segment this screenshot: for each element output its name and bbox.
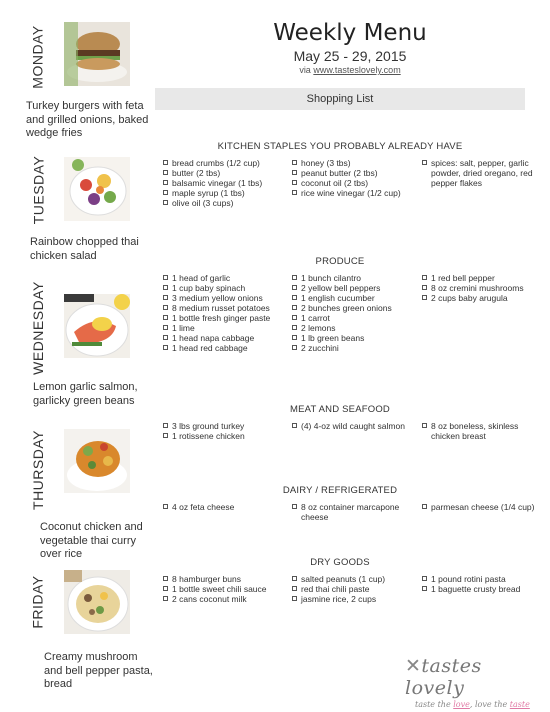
list-item[interactable]: 1 bottle sweet chili sauce	[163, 584, 288, 594]
page-title: Weekly Menu	[273, 20, 427, 46]
checkbox[interactable]	[422, 275, 427, 280]
shopping-list-header: Shopping List	[155, 88, 525, 110]
checkbox[interactable]	[292, 423, 297, 428]
pasta-photo	[64, 570, 130, 634]
list-item[interactable]: coconut oil (2 tbs)	[292, 178, 417, 188]
logo-wordmark: ✕tastes lovely	[405, 655, 482, 699]
meal-monday: Turkey burgers with feta and grilled onions, baked wedge fries	[26, 100, 149, 139]
section-heading-kitchen-staples: KITCHEN STAPLES YOU PROBABLY ALREADY HAVE	[217, 141, 463, 152]
list-item[interactable]: 1 red bell pepper	[422, 273, 537, 283]
checkbox[interactable]	[292, 596, 297, 601]
checkbox[interactable]	[292, 295, 297, 300]
checkbox[interactable]	[163, 586, 168, 591]
list-item[interactable]: 8 oz boneless, skinless chicken breast	[422, 421, 537, 441]
checkbox[interactable]	[163, 345, 168, 350]
date-range: May 25 - 29, 2015	[293, 48, 407, 64]
list-item[interactable]: 1 lb green beans	[292, 333, 417, 343]
checkbox[interactable]	[292, 504, 297, 509]
checkbox[interactable]	[292, 315, 297, 320]
list-item[interactable]: salted peanuts (1 cup)	[292, 574, 417, 584]
checkbox[interactable]	[422, 160, 427, 165]
checkbox[interactable]	[292, 285, 297, 290]
checkbox[interactable]	[163, 596, 168, 601]
checkbox[interactable]	[163, 180, 168, 185]
list-item[interactable]: 1 english cucumber	[292, 293, 417, 303]
list-item[interactable]: 4 oz feta cheese	[163, 502, 288, 512]
list-item[interactable]: jasmine rice, 2 cups	[292, 594, 417, 604]
checkbox[interactable]	[163, 315, 168, 320]
list-item[interactable]: peanut butter (2 tbs)	[292, 168, 417, 178]
source-link[interactable]: www.tasteslovely.com	[313, 65, 401, 75]
list-item[interactable]: red thai chili paste	[292, 584, 417, 594]
list-item[interactable]: 2 zucchini	[292, 343, 417, 353]
list-item[interactable]: spices: salt, pepper, garlic powder, dried oregano, red pepper flakes	[422, 158, 537, 188]
day-label-wednesday: WEDNESDAY	[30, 280, 47, 375]
section-heading-dry-goods: DRY GOODS	[310, 557, 370, 568]
list-item[interactable]: balsamic vinegar (1 tbs)	[163, 178, 288, 188]
day-label-thursday: THURSDAY	[30, 430, 46, 510]
checkbox[interactable]	[163, 275, 168, 280]
list-item[interactable]: 1 head of garlic	[163, 273, 288, 283]
list-item[interactable]: butter (2 tbs)	[163, 168, 288, 178]
checkbox[interactable]	[292, 325, 297, 330]
checkbox[interactable]	[292, 275, 297, 280]
curry-photo	[64, 429, 130, 493]
dry-goods-column-2	[292, 574, 417, 604]
section-heading-meat-and-seafood: MEAT AND SEAFOOD	[290, 404, 390, 415]
list-item[interactable]: rice wine vinegar (1/2 cup)	[292, 188, 417, 198]
checkbox[interactable]	[292, 180, 297, 185]
meal-tuesday: Rainbow chopped thai chicken salad	[30, 236, 139, 262]
salmon-photo	[64, 294, 130, 358]
list-item[interactable]: 1 lime	[163, 323, 288, 333]
via-prefix: via	[299, 65, 314, 75]
checkbox[interactable]	[163, 305, 168, 310]
list-item[interactable]: (4) 4-oz wild caught salmon	[292, 421, 417, 431]
list-item[interactable]: maple syrup (1 tbs)	[163, 188, 288, 198]
produce-column-1	[163, 273, 288, 353]
list-item[interactable]: 2 bunches green onions	[292, 303, 417, 313]
checkbox[interactable]	[163, 190, 168, 195]
tastes-lovely-logo	[405, 655, 540, 709]
staples-column-3	[422, 158, 537, 188]
dairy-column-1	[163, 502, 288, 512]
checkbox[interactable]	[292, 345, 297, 350]
meal-thursday: Coconut chicken and vegetable thai curry over rice	[40, 521, 143, 560]
list-item[interactable]: bread crumbs (1/2 cup)	[163, 158, 288, 168]
list-item[interactable]: 8 oz cremini mushrooms	[422, 283, 537, 293]
list-item[interactable]: honey (3 tbs)	[292, 158, 417, 168]
list-item[interactable]: 3 medium yellow onions	[163, 293, 288, 303]
day-label-tuesday: TUESDAY	[30, 155, 46, 224]
checkbox[interactable]	[422, 295, 427, 300]
list-item[interactable]: 1 head napa cabbage	[163, 333, 288, 343]
checkbox[interactable]	[163, 325, 168, 330]
meal-friday: Creamy mushroom and bell pepper pasta, bread	[44, 651, 153, 690]
list-item[interactable]: 3 lbs ground turkey	[163, 421, 288, 431]
dry-goods-column-1	[163, 574, 288, 604]
list-item[interactable]: 1 head red cabbage	[163, 343, 288, 353]
chicken-salad-photo	[64, 157, 130, 221]
turkey-burger-photo	[64, 22, 130, 86]
checkbox[interactable]	[422, 576, 427, 581]
checkbox[interactable]	[292, 305, 297, 310]
list-item[interactable]: 8 oz container marcapone cheese	[292, 502, 417, 522]
list-item[interactable]: 1 baguette crusty bread	[422, 584, 537, 594]
checkbox[interactable]	[292, 160, 297, 165]
heart-x-icon: ✕	[405, 655, 422, 677]
checkbox[interactable]	[292, 190, 297, 195]
meal-wednesday: Lemon garlic salmon, garlicky green beans	[33, 381, 138, 407]
list-item[interactable]: 1 bottle fresh ginger paste	[163, 313, 288, 323]
produce-column-3	[422, 273, 537, 303]
section-heading-produce: PRODUCE	[315, 256, 365, 267]
checkbox[interactable]	[292, 170, 297, 175]
checkbox[interactable]	[163, 576, 168, 581]
checkbox[interactable]	[292, 576, 297, 581]
checkbox[interactable]	[292, 586, 297, 591]
dairy-column-3	[422, 502, 537, 512]
day-label-monday: MONDAY	[30, 25, 47, 89]
checkbox[interactable]	[163, 295, 168, 300]
dry-goods-column-3	[422, 574, 537, 594]
meat-column-2	[292, 421, 417, 431]
list-item[interactable]: 8 medium russet potatoes	[163, 303, 288, 313]
staples-column-1	[163, 158, 288, 208]
checkbox[interactable]	[163, 433, 168, 438]
list-item[interactable]: parmesan cheese (1/4 cup)	[422, 502, 537, 512]
dairy-column-2	[292, 502, 417, 522]
checkbox[interactable]	[422, 423, 427, 428]
checkbox[interactable]	[163, 504, 168, 509]
list-item[interactable]: 2 yellow bell peppers	[292, 283, 417, 293]
list-item[interactable]: 2 lemons	[292, 323, 417, 333]
meat-column-1	[163, 421, 288, 441]
checkbox[interactable]	[163, 335, 168, 340]
checkbox[interactable]	[163, 423, 168, 428]
checkbox[interactable]	[163, 160, 168, 165]
checkbox[interactable]	[163, 285, 168, 290]
checkbox[interactable]	[422, 285, 427, 290]
list-item[interactable]: 8 hamburger buns	[163, 574, 288, 584]
list-item[interactable]: 1 pound rotini pasta	[422, 574, 537, 584]
source-line	[225, 65, 475, 75]
day-label-friday: FRIDAY	[30, 575, 46, 629]
list-item[interactable]: 1 bunch cilantro	[292, 273, 417, 283]
section-heading-dairy: DAIRY / REFRIGERATED	[282, 485, 398, 496]
list-item[interactable]: olive oil (3 cups)	[163, 198, 288, 208]
list-item[interactable]: 2 cans coconut milk	[163, 594, 288, 604]
list-item[interactable]: 2 cups baby arugula	[422, 293, 537, 303]
checkbox[interactable]	[163, 200, 168, 205]
produce-column-2	[292, 273, 417, 353]
list-item[interactable]: 1 carrot	[292, 313, 417, 323]
meat-column-3	[422, 421, 537, 441]
checkbox[interactable]	[422, 504, 427, 509]
checkbox[interactable]	[163, 170, 168, 175]
staples-column-2	[292, 158, 417, 198]
checkbox[interactable]	[422, 586, 427, 591]
logo-tagline: taste the love, love the taste	[415, 700, 530, 709]
checkbox[interactable]	[292, 335, 297, 340]
list-item[interactable]: 1 rotissene chicken	[163, 431, 288, 441]
list-item[interactable]: 1 cup baby spinach	[163, 283, 288, 293]
